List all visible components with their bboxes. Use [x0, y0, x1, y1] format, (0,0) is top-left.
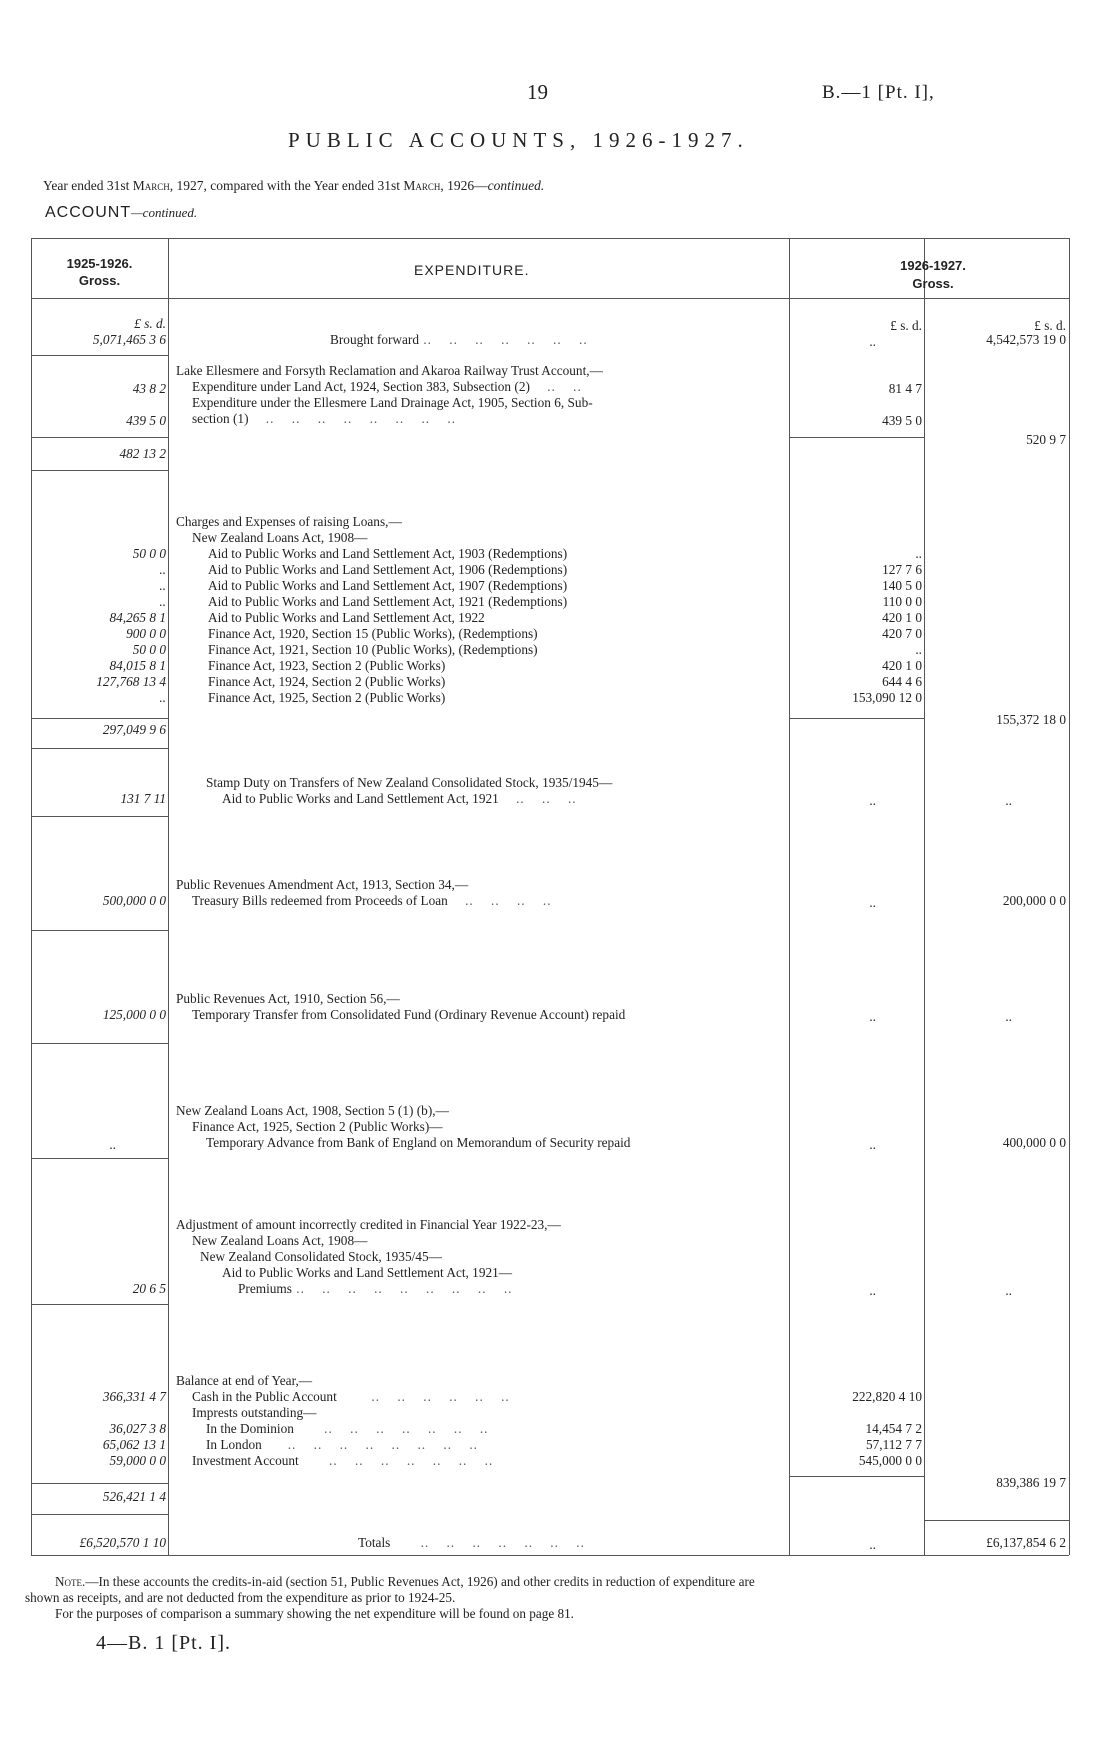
totals-label: Totals .. .. .. .. .. .. .. — [358, 1535, 585, 1550]
nz-loans-line-3: Temporary Advance from Bank of England on Memorandum of Security repaid — [206, 1135, 631, 1150]
revenues-1910-line-2: Temporary Transfer from Consolidated Fund (Ordinary Revenue Account) repaid — [192, 1007, 626, 1022]
balance-cash-text: Cash in the Public Account — [192, 1389, 337, 1404]
revenues-1910-right: .. — [1005, 1009, 1012, 1024]
loan-row-left-amount: 84,015 8 1 — [109, 658, 166, 673]
ellesmere-line-2: Expenditure under the Ellesmere Land Drainage Act, 1905, Section 6, Sub- — [192, 395, 593, 410]
nz-loans-mid: .. — [869, 1137, 876, 1152]
loan-row-label: Finance Act, 1921, Section 10 (Public Works), (Redemptions) — [208, 642, 538, 657]
balance-investment-text: Investment Account — [192, 1453, 299, 1468]
brought-forward-right: 4,542,573 19 0 — [986, 332, 1066, 347]
balance-london: In London .. .. .. .. .. .. .. .. — [206, 1437, 478, 1452]
separator — [31, 1304, 168, 1305]
column-rule-mid — [789, 238, 790, 1555]
separator — [789, 437, 924, 438]
separator — [31, 816, 168, 817]
separator — [31, 748, 168, 749]
balance-mid-dominion: 14,454 7 2 — [865, 1421, 922, 1436]
brought-forward-mid: .. — [869, 334, 876, 349]
separator — [924, 1520, 1069, 1521]
header-expenditure: EXPENDITURE. — [414, 262, 530, 278]
separator — [31, 718, 168, 719]
loan-row-left-amount: 127,768 13 4 — [96, 674, 166, 689]
subtitle-march-2: March — [403, 178, 441, 193]
table-header-rule — [31, 298, 1069, 299]
stamp-mid: .. — [869, 793, 876, 808]
account-heading — [45, 204, 197, 222]
currency-right: £ s. d. — [1034, 318, 1066, 333]
totals-mid: .. — [869, 1537, 876, 1552]
adjustment-line-3: New Zealand Consolidated Stock, 1935/45— — [200, 1249, 442, 1264]
loan-row-label: Aid to Public Works and Land Settlement Act, 1922 — [208, 610, 485, 625]
ellesmere-left-2: 439 5 0 — [126, 413, 166, 428]
ellesmere-mid-1: 81 4 7 — [888, 381, 922, 396]
loan-row-mid-amount: 140 5 0 — [882, 578, 922, 593]
loan-row-label: Aid to Public Works and Land Settlement Act, 1903 (Redemptions) — [208, 546, 568, 561]
revenues-amend-left: 500,000 0 0 — [102, 893, 166, 908]
separator — [789, 718, 924, 719]
balance-left-cash: 366,331 4 7 — [102, 1389, 166, 1404]
adjustment-left: 20 6 5 — [132, 1281, 166, 1296]
page-signature: 4—B. 1 [Pt. I]. — [96, 1632, 231, 1654]
adjustment-mid: .. — [869, 1283, 876, 1298]
footnote-label: Note. — [55, 1574, 86, 1589]
balance-investment: Investment Account .. .. .. .. .. .. .. — [192, 1453, 494, 1468]
page-title: PUBLIC ACCOUNTS, 1926-1927. — [288, 128, 749, 152]
footnote-line-2: shown as receipts, and are not deducted from the expenditure as prior to 1924-25. — [25, 1590, 456, 1605]
revenues-amend-line-2: Treasury Bills redeemed from Proceeds of Loan .. .. .. .. — [192, 893, 552, 908]
separator — [31, 437, 168, 438]
ellesmere-mid-2: 439 5 0 — [882, 413, 922, 428]
adjustment-line-2: New Zealand Loans Act, 1908— — [192, 1233, 368, 1248]
ellesmere-left-1: 43 8 2 — [132, 381, 166, 396]
subtitle-middle: , 1927, compared with the Year ended 31st — [169, 178, 400, 193]
separator — [31, 1514, 168, 1515]
header-right-gross: Gross. — [912, 276, 954, 291]
table-top-rule — [31, 238, 1069, 239]
ellesmere-line-1-text: Expenditure under Land Act, 1924, Section 383, Subsection (2) — [192, 379, 530, 394]
separator — [31, 930, 168, 931]
footnote-line-1-text: —In these accounts the credits-in-aid (section 51, Public Revenues Act, 1926) and other credits in reduction of expenditure are — [85, 1574, 755, 1589]
adjustment-line-1: Adjustment of amount incorrectly credited in Financial Year 1922-23,— — [176, 1217, 561, 1232]
balance-dominion-text: In the Dominion — [206, 1421, 294, 1436]
separator — [789, 1476, 924, 1477]
totals-right: £6,137,854 6 2 — [986, 1535, 1066, 1550]
revenues-1910-mid: .. — [869, 1009, 876, 1024]
ellesmere-heading: Lake Ellesmere and Forsyth Reclamation and Akaroa Railway Trust Account,— — [176, 363, 603, 378]
balance-left-london: 65,062 13 1 — [102, 1437, 166, 1452]
loan-row-mid-amount: 420 7 0 — [882, 626, 922, 641]
balance-mid-london: 57,112 7 7 — [865, 1437, 922, 1452]
loan-row-left-amount: 50 0 0 — [132, 546, 166, 561]
column-rule-right — [924, 238, 925, 1555]
totals-label-text: Totals — [358, 1535, 391, 1550]
loans-sub: New Zealand Loans Act, 1908— — [192, 530, 368, 545]
page-number: 19 — [527, 80, 548, 104]
account-label: ACCOUNT — [45, 204, 132, 221]
revenues-amend-right: 200,000 0 0 — [1002, 893, 1066, 908]
adjustment-line-4: Aid to Public Works and Land Settlement Act, 1921— — [222, 1265, 513, 1280]
brought-forward-label: Brought forward .. .. .. .. .. .. .. — [330, 332, 588, 347]
loan-row-left-amount: .. — [159, 594, 166, 609]
subtitle-prefix: Year ended 31st — [43, 178, 130, 193]
footnote-line-1 — [55, 1574, 755, 1590]
loan-row-label: Aid to Public Works and Land Settlement Act, 1906 (Redemptions) — [208, 562, 568, 577]
account-continued: —continued. — [131, 205, 198, 220]
loan-row-label: Finance Act, 1920, Section 15 (Public Works), (Redemptions) — [208, 626, 538, 641]
nz-loans-line-1: New Zealand Loans Act, 1908, Section 5 (1) (b),— — [176, 1103, 449, 1118]
column-rule-left — [168, 238, 169, 1555]
separator — [31, 355, 168, 356]
header-right-year: 1926-1927. — [900, 258, 966, 273]
loan-row-mid-amount: .. — [915, 546, 922, 561]
balance-dominion: In the Dominion .. .. .. .. .. .. .. — [206, 1421, 489, 1436]
stamp-line-2: Aid to Public Works and Land Settlement Act, 1921 .. .. .. — [222, 791, 577, 806]
loan-row-label: Finance Act, 1925, Section 2 (Public Works) — [208, 690, 446, 705]
subtitle-march-1: March — [132, 178, 170, 193]
loan-row-mid-amount: 153,090 12 0 — [852, 690, 922, 705]
adjustment-line-5: Premiums .. .. .. .. .. .. .. .. .. — [238, 1281, 513, 1296]
subtitle-end: , 1926— — [440, 178, 488, 193]
stamp-line-1: Stamp Duty on Transfers of New Zealand Consolidated Stock, 1935/1945— — [206, 775, 613, 790]
brought-forward-text: Brought forward — [330, 332, 419, 347]
loans-right-total: 155,372 18 0 — [996, 712, 1066, 727]
loans-heading: Charges and Expenses of raising Loans,— — [176, 514, 402, 529]
loan-row-label: Finance Act, 1924, Section 2 (Public Works) — [208, 674, 446, 689]
loan-row-left-amount: 900 0 0 — [126, 626, 166, 641]
ellesmere-line-3-text: section (1) — [192, 411, 249, 426]
brought-forward-left: 5,071,465 3 6 — [92, 332, 166, 347]
ellesmere-line-1: Expenditure under Land Act, 1924, Section 383, Subsection (2) .. .. — [192, 379, 582, 394]
balance-left-total: 526,421 1 4 — [102, 1489, 166, 1504]
header-left-gross: Gross. — [78, 273, 121, 288]
footnote-line-3: For the purposes of comparison a summary showing the net expenditure will be found on page 81. — [55, 1606, 574, 1621]
stamp-right: .. — [1005, 793, 1012, 808]
loans-left-total: 297,049 9 6 — [102, 722, 166, 737]
loan-row-left-amount: .. — [159, 562, 166, 577]
loan-row-left-amount: .. — [159, 578, 166, 593]
balance-right-total: 839,386 19 7 — [996, 1475, 1066, 1490]
ellesmere-left-total: 482 13 2 — [119, 446, 166, 461]
separator — [31, 1158, 168, 1159]
loan-row-mid-amount: 420 1 0 — [882, 658, 922, 673]
loan-row-label: Aid to Public Works and Land Settlement Act, 1907 (Redemptions) — [208, 578, 568, 593]
nz-loans-left: .. — [109, 1137, 116, 1152]
loan-row-mid-amount: 127 7 6 — [882, 562, 922, 577]
loan-row-mid-amount: 110 0 0 — [882, 594, 922, 609]
adjustment-right: .. — [1005, 1283, 1012, 1298]
loan-row-label: Aid to Public Works and Land Settlement Act, 1921 (Redemptions) — [208, 594, 568, 609]
separator — [31, 1043, 168, 1044]
page-subtitle — [43, 178, 544, 194]
ellesmere-line-3: section (1) .. .. .. .. .. .. .. .. — [192, 411, 457, 426]
balance-left-investment: 59,000 0 0 — [109, 1453, 166, 1468]
separator — [31, 1483, 168, 1484]
revenues-1910-line-1: Public Revenues Act, 1910, Section 56,— — [176, 991, 400, 1006]
table-right-rule — [1069, 238, 1070, 1555]
balance-mid-cash: 222,820 4 10 — [852, 1389, 922, 1404]
stamp-left: 131 7 11 — [120, 791, 166, 806]
totals-left: £6,520,570 1 10 — [79, 1535, 166, 1550]
loan-row-left-amount: 50 0 0 — [132, 642, 166, 657]
loan-row-left-amount: 84,265 8 1 — [109, 610, 166, 625]
nz-loans-right: 400,000 0 0 — [1002, 1135, 1066, 1150]
balance-mid-investment: 545,000 0 0 — [858, 1453, 922, 1468]
ellesmere-right-total: 520 9 7 — [1026, 432, 1066, 447]
balance-left-dominion: 36,027 3 8 — [109, 1421, 166, 1436]
document-reference: B.—1 [Pt. I], — [822, 82, 935, 103]
revenues-amend-line-2-text: Treasury Bills redeemed from Proceeds of Loan — [192, 893, 448, 908]
stamp-line-2-text: Aid to Public Works and Land Settlement Act, 1921 — [222, 791, 499, 806]
revenues-1910-left: 125,000 0 0 — [102, 1007, 166, 1022]
currency-left: £ s. d. — [134, 316, 166, 331]
separator — [31, 470, 168, 471]
loan-row-mid-amount: 420 1 0 — [882, 610, 922, 625]
revenues-amend-mid: .. — [869, 895, 876, 910]
header-left-year: 1925-1926. — [66, 256, 133, 271]
loan-row-left-amount: .. — [159, 690, 166, 705]
subtitle-continued: continued. — [487, 178, 545, 193]
loan-row-mid-amount: .. — [915, 642, 922, 657]
nz-loans-line-2: Finance Act, 1925, Section 2 (Public Works)— — [192, 1119, 443, 1134]
adjustment-line-5-text: Premiums — [238, 1281, 292, 1296]
currency-mid: £ s. d. — [890, 318, 922, 333]
balance-london-text: In London — [206, 1437, 262, 1452]
revenues-amend-line-1: Public Revenues Amendment Act, 1913, Section 34,— — [176, 877, 469, 892]
loan-row-mid-amount: 644 4 6 — [882, 674, 922, 689]
table-bottom-rule — [31, 1555, 1069, 1556]
balance-imprests: Imprests outstanding— — [192, 1405, 317, 1420]
loan-row-label: Finance Act, 1923, Section 2 (Public Works) — [208, 658, 446, 673]
balance-cash: Cash in the Public Account .. .. .. .. .. .. — [192, 1389, 510, 1404]
balance-heading: Balance at end of Year,— — [176, 1373, 313, 1388]
